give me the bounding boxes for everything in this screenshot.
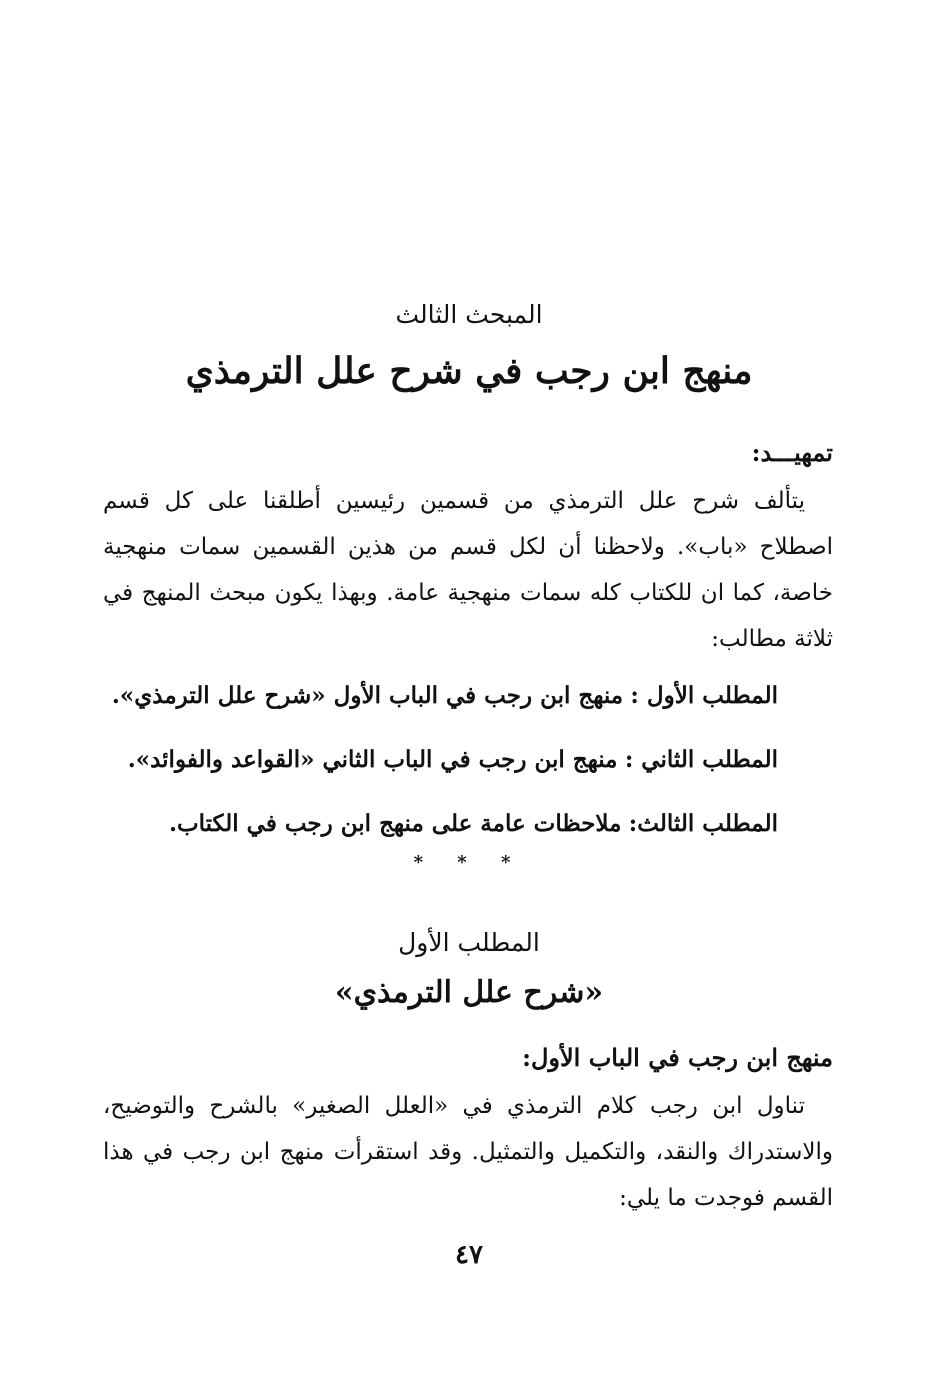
intro-paragraph-block <box>103 478 833 662</box>
demand-item-1 <box>78 682 778 709</box>
intro-paragraph: يتألف شرح علل الترمذي من قسمين رئيسين أطلقنا على كل قسم اصطلاح «باب». ولاحظنا أن لكل قسم من هذين القسمين سمات منهجية خاصة، كما ان للكتاب كله سمات منهجية عامة. وبهذا يكون مبحث المنهج في ثلاثة مطالب: <box>103 488 833 652</box>
section-label: المبحث الثالث <box>395 300 543 329</box>
page-number: ٤٧ <box>455 1240 483 1270</box>
subsection-label: المطلب الأول <box>398 928 540 957</box>
section-title: منهج ابن رجب في شرح علل الترمذي <box>185 350 753 392</box>
subsection-paragraph-block <box>103 1083 833 1221</box>
demand-text: منهج ابن رجب في الباب الثاني «القواعد والفوائد». <box>127 746 618 773</box>
demand-label: المطلب الثالث: <box>628 810 778 837</box>
subsection-paragraph: تناول ابن رجب كلام الترمذي في «العلل الصغير» بالشرح والتوضيح، والاستدراك والنقد، والتكميل والتمثيل. وقد استقرأت منهج ابن رجب في هذا القسم فوجدت ما يلي: <box>103 1093 833 1211</box>
demand-label: المطلب الثاني : <box>624 746 778 773</box>
demand-text: ملاحظات عامة على منهج ابن رجب في الكتاب. <box>168 810 622 837</box>
subsection-title: «شرح علل الترمذي» <box>334 975 604 1010</box>
demand-text: منهج ابن رجب في الباب الأول «شرح علل الترمذي». <box>111 682 624 709</box>
demand-item-3 <box>78 810 778 837</box>
intro-heading: تمهيـــد: <box>751 438 833 467</box>
demand-label: المطلب الأول : <box>630 682 778 709</box>
demand-item-2 <box>78 746 778 773</box>
separator-stars: * * * <box>413 852 525 873</box>
subsection-heading: منهج ابن رجب في الباب الأول: <box>522 1043 833 1072</box>
